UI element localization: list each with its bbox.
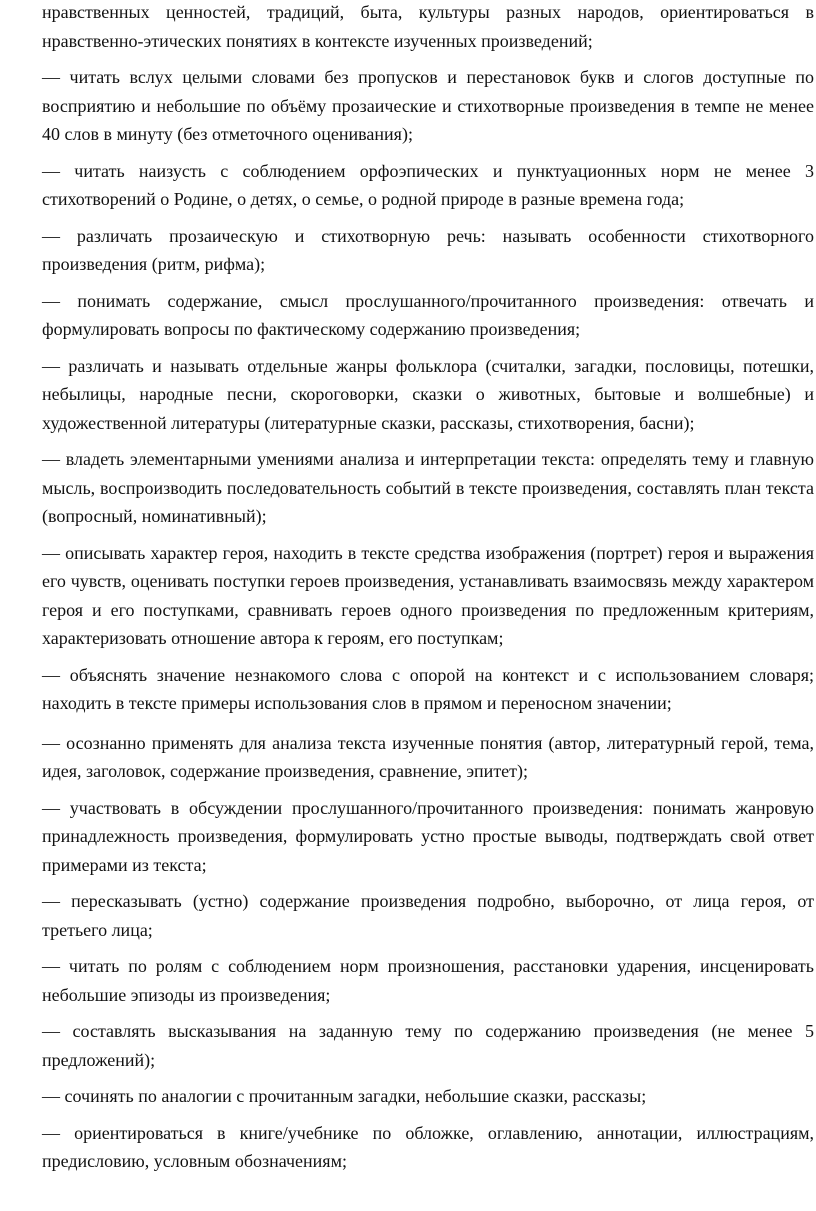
- paragraph-literary-concepts: — осознанно применять для анализа текста изученные понятия (автор, литературный герой, тема, идея, заголовок, содержание произведения, сравнение, эпитет);: [42, 732, 814, 781]
- document-page: [42, 0, 814, 1176]
- paragraph-folklore-genres: — различать и называть отдельные жанры фольклора (считалки, загадки, пословицы, потешки, небылицы, народные песни, скороговорки, сказки о животных, бытовые и волшебные) и художественной литературы (литературные сказки, рассказы, стихотворения, басни);: [42, 355, 814, 433]
- paragraph-text-analysis: — владеть элементарными умениями анализа и интерпретации текста: определять тему и главную мысль, воспроизводить последовательность событий в тексте произведения, составлять план текста (вопросный, номинативный);: [42, 449, 814, 526]
- paragraph-understand-content: — понимать содержание, смысл прослушанного/прочитанного произведения: отвечать и формулировать вопросы по фактическому содержанию произведения;: [42, 290, 814, 339]
- paragraph-compose-statements: — составлять высказывания на заданную тему по содержанию произведения (не менее 5 предложений);: [42, 1021, 814, 1070]
- paragraph-discussion: — участвовать в обсуждении прослушанного/прочитанного произведения: понимать жанровую принадлежность произведения, формулировать устно простые выводы, подтверждать свой ответ примерами из текста;: [42, 797, 814, 875]
- paragraph-word-meaning: — объяснять значение незнакомого слова с опорой на контекст и с использованием словаря; находить в тексте примеры использования слов в прямом и переносном значении;: [42, 664, 814, 713]
- paragraph-values-continuation: нравственных ценностей, традиций, быта, культуры разных народов, ориентироваться в нравственно-этических понятиях в контексте изученных произведений;: [42, 2, 814, 51]
- paragraph-prose-vs-poetry: — различать прозаическую и стихотворную речь: называть особенности стихотворного произведения (ритм, рифма);: [42, 225, 814, 274]
- paragraph-retelling: — пересказывать (устно) содержание произведения подробно, выборочно, от лица героя, от третьего лица;: [42, 891, 814, 940]
- paragraph-role-reading: — читать по ролям с соблюдением норм произношения, расстановки ударения, инсценировать небольшие эпизоды из произведения;: [42, 956, 814, 1005]
- paragraph-compose-riddles: — сочинять по аналогии с прочитанным загадки, небольшие сказки, рассказы;: [42, 1086, 647, 1106]
- paragraph-describe-hero: — описывать характер героя, находить в тексте средства изображения (портрет) героя и выражения его чувств, оценивать поступки героев произведения, устанавливать взаимосвязь между характером героя и его поступками, сравнивать героев одного произведения по предложенным критериям, характеризовать отношение автора к героям, его поступкам;: [42, 542, 814, 648]
- paragraph-read-aloud: — читать вслух целыми словами без пропусков и перестановок букв и слогов доступные по восприятию и небольшие по объёму прозаические и стихотворные произведения в темпе не менее 40 слов в минуту (без отметочного оценивания);: [42, 67, 814, 144]
- paragraph-recite-poems: — читать наизусть с соблюдением орфоэпических и пунктуационных норм не менее 3 стихотворений о Родине, о детях, о семье, о родной природе в разные времена года;: [42, 160, 814, 209]
- paragraph-book-navigation: — ориентироваться в книге/учебнике по обложке, оглавлению, аннотации, иллюстрациям, предисловию, условным обозначениям;: [42, 1122, 814, 1171]
